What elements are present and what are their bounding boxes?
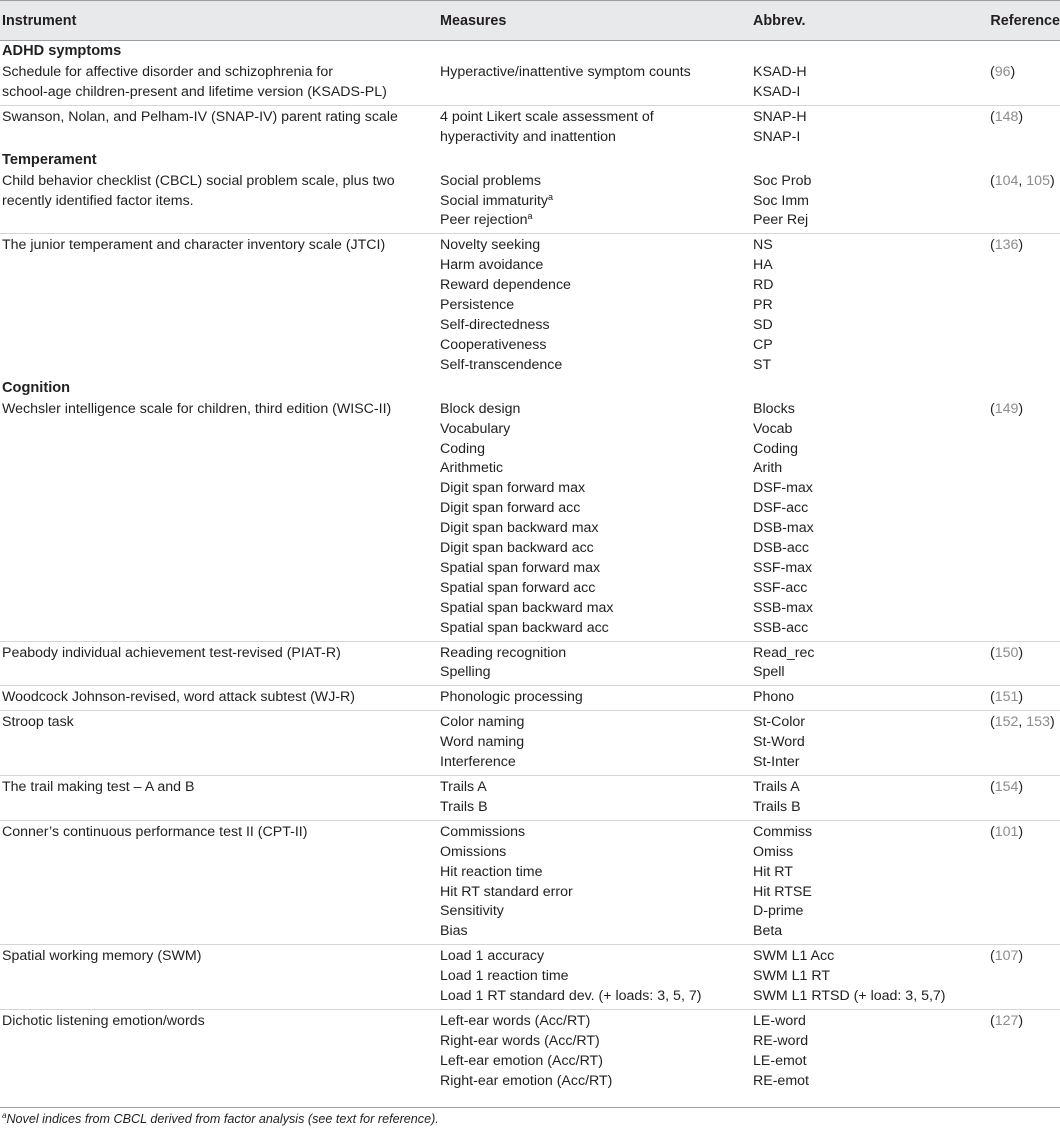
header-measures: Measures: [438, 1, 751, 41]
measure-line: [440, 599, 751, 619]
measure-line: [440, 1072, 751, 1092]
measure-line: [440, 559, 751, 579]
abbrev-cell: [751, 711, 988, 776]
measure-line: [440, 400, 751, 420]
abbrev-line: Spell: [753, 664, 785, 681]
reference-number: 107: [994, 948, 1019, 965]
instrument-line: The trail making test – A and B: [2, 779, 195, 795]
measure-text: Bias: [440, 923, 468, 940]
instrument-line: Spatial working memory (SWM): [2, 948, 202, 965]
abbrev-line: Soc Imm: [753, 192, 809, 209]
measure-line: [440, 1052, 751, 1072]
abbrev-cell: [751, 61, 988, 105]
measure-line: [440, 863, 751, 883]
measure-line: [440, 619, 751, 639]
measure-text: Omissions: [440, 843, 507, 860]
abbrev-line: Trails A: [753, 779, 800, 795]
instrument-cell: [0, 234, 438, 378]
instrument-cell: [0, 641, 438, 686]
measure-line: [440, 296, 751, 316]
reference-number: 96: [994, 64, 1011, 80]
measure-text: Reading recognition: [440, 644, 567, 661]
abbrev-line: St-Word: [753, 734, 805, 751]
section-title: ADHD symptoms: [2, 43, 122, 59]
abbrev-line: LE-word: [753, 1012, 806, 1029]
measures-cell: [438, 1009, 751, 1093]
measures-cell: [438, 105, 751, 149]
instrument-cell: [0, 711, 438, 776]
measure-text: Spelling: [440, 664, 491, 681]
measure-line: [440, 1012, 751, 1032]
measure-line: [440, 336, 751, 356]
reference-number: 151: [994, 689, 1019, 706]
measure-line: [440, 128, 751, 148]
abbrev-line: Commiss: [753, 823, 813, 840]
reference-number: 154: [994, 779, 1019, 795]
abbrev-cell: [751, 776, 988, 821]
abbrev-line: Coding: [753, 440, 798, 457]
measure-text: Trails A: [440, 779, 487, 795]
table-row: [0, 234, 1060, 378]
measure-text: hyperactivity and inattention: [440, 128, 616, 145]
table-header-row: [0, 1, 1060, 41]
measure-line: [440, 902, 751, 922]
abbrev-line: Arith: [753, 460, 783, 477]
abbrev-line: D-prime: [753, 903, 804, 920]
abbrev-cell: [751, 686, 988, 711]
measure-line: [440, 644, 751, 664]
instrument-line: Dichotic listening emotion/words: [2, 1012, 205, 1029]
measure-line: [440, 967, 751, 987]
measure-text: Right-ear emotion (Acc/RT): [440, 1072, 613, 1089]
measure-text: Digit span forward acc: [440, 500, 581, 517]
reference-number: 153: [1026, 714, 1050, 731]
abbrev-line: Hit RTSE: [753, 883, 812, 900]
reference-number: 149: [994, 400, 1019, 417]
measure-line: [440, 843, 751, 863]
reference-number: 136: [994, 237, 1019, 254]
measure-line: [440, 922, 751, 942]
measure-text: Cooperativeness: [440, 336, 547, 353]
abbrev-cell: [751, 945, 988, 1010]
reference-number: 127: [994, 1012, 1019, 1029]
measure-footnote-marker: a: [527, 211, 533, 222]
measure-text: Peer rejection: [440, 212, 528, 229]
measures-cell: [438, 945, 751, 1010]
measure-text: Right-ear words (Acc/RT): [440, 1032, 600, 1049]
section-row: [0, 150, 1060, 170]
abbrev-line: DSF-acc: [753, 500, 809, 517]
reference-cell: (127): [990, 1012, 1024, 1029]
instrument-cell: [0, 776, 438, 821]
instrument-line: Wechsler intelligence scale for children, third edition (WISC-II): [2, 400, 392, 417]
abbrev-line: Vocab: [753, 420, 793, 437]
abbrev-line: Beta: [753, 923, 783, 940]
footnote: [2, 1112, 439, 1126]
instrument-cell: [0, 105, 438, 149]
measure-line: [440, 798, 751, 818]
measure-text: Trails B: [440, 798, 488, 815]
reference-cell: (148): [990, 108, 1024, 125]
measure-line: [440, 778, 751, 798]
abbrev-line: Phono: [753, 689, 795, 706]
measure-line: [440, 236, 751, 256]
abbrev-cell: [751, 234, 988, 378]
measure-text: Phonologic processing: [440, 689, 583, 706]
measure-line: [440, 459, 751, 479]
abbrev-line: SNAP-I: [753, 128, 801, 145]
section-title: Cognition: [2, 379, 71, 396]
reference-cell: (104, 105): [988, 170, 1060, 234]
abbrev-line: St-Inter: [753, 754, 800, 771]
measure-text: Sensitivity: [440, 903, 504, 920]
reference-cell: (150): [988, 641, 1060, 686]
reference-cell: (154): [988, 776, 1060, 821]
footnote-marker: a: [2, 1111, 7, 1120]
measure-line: [440, 663, 751, 683]
section-title: Temperament: [2, 151, 97, 168]
abbrev-line: SSB-max: [753, 599, 813, 616]
measure-text: Coding: [440, 440, 485, 457]
measure-line: [440, 823, 751, 843]
abbrev-cell: [751, 398, 988, 641]
instrument-cell: [0, 398, 438, 641]
section-row: [0, 378, 1060, 398]
abbrev-cell: [751, 820, 988, 944]
abbrev-line: Blocks: [753, 400, 795, 417]
abbrev-line: RE-word: [753, 1032, 809, 1049]
abbrev-line: SNAP-H: [753, 108, 807, 125]
measure-line: [440, 499, 751, 519]
abbrev-line: Omiss: [753, 843, 794, 860]
abbrev-line: KSAD-I: [753, 83, 801, 100]
measure-footnote-marker: a: [548, 191, 554, 202]
abbrev-line: LE-emot: [753, 1052, 807, 1069]
measure-text: Spatial span backward max: [440, 599, 614, 616]
abbrev-line: St-Color: [753, 714, 806, 731]
measure-text: Block design: [440, 400, 521, 417]
measure-line: [440, 539, 751, 559]
reference-number: 148: [994, 108, 1019, 125]
measures-cell: [438, 641, 751, 686]
instrument-cell: [0, 1009, 438, 1093]
abbrev-cell: [751, 1009, 988, 1093]
measure-line: [440, 987, 751, 1007]
abbrev-line: SWM L1 Acc: [753, 948, 835, 965]
instrument-cell: [0, 61, 438, 105]
reference-number: 101: [994, 823, 1019, 840]
measure-line: [440, 63, 751, 83]
measure-text: Self-directedness: [440, 316, 550, 333]
instrument-line: recently identified factor items.: [2, 192, 194, 209]
instrument-line: Stroop task: [2, 714, 74, 731]
abbrev-cell: [751, 170, 988, 234]
measure-text: Commissions: [440, 823, 526, 840]
instrument-cell: [0, 686, 438, 711]
abbrev-line: SD: [753, 316, 773, 333]
measure-line: [440, 688, 751, 708]
measure-text: Spatial span forward acc: [440, 579, 596, 596]
reference-number: 150: [994, 644, 1019, 661]
measure-text: Novelty seeking: [440, 237, 541, 254]
measure-line: [440, 420, 751, 440]
table-row: [0, 641, 1060, 686]
measure-text: Digit span backward acc: [440, 540, 594, 557]
abbrev-line: Trails B: [753, 798, 801, 815]
abbrev-line: RD: [753, 277, 774, 294]
reference-cell: (149): [988, 398, 1060, 641]
abbrev-line: SSB-acc: [753, 619, 809, 636]
abbrev-line: HA: [753, 257, 773, 274]
table-row: [0, 398, 1060, 641]
reference-number: 104: [994, 172, 1019, 189]
measure-text: Vocabulary: [440, 420, 511, 437]
table-row: [0, 686, 1060, 711]
abbrev-line: SSF-acc: [753, 579, 808, 596]
instrument-cell: [0, 945, 438, 1010]
measure-text: Spatial span forward max: [440, 559, 601, 576]
abbrev-line: Peer Rej: [753, 212, 809, 229]
reference-cell: (152, 153): [988, 711, 1060, 776]
measure-line: [440, 256, 751, 276]
reference-number: 105: [1026, 172, 1050, 189]
measure-text: Social immaturity: [440, 192, 549, 209]
instrument-line: Peabody individual achievement test-revised (PIAT-R): [2, 644, 341, 661]
measures-cell: [438, 820, 751, 944]
table-row: [0, 105, 1060, 149]
measure-line: [440, 947, 751, 967]
measure-line: [440, 356, 751, 376]
abbrev-line: SSF-max: [753, 559, 813, 576]
measure-line: [440, 713, 751, 733]
measure-line: [440, 579, 751, 599]
measure-line: [440, 519, 751, 539]
measure-line: [440, 440, 751, 460]
abbrev-line: KSAD-H: [753, 64, 807, 80]
measures-cell: [438, 686, 751, 711]
measure-text: Digit span backward max: [440, 520, 599, 537]
table-row: [0, 820, 1060, 944]
measure-text: Interference: [440, 754, 516, 771]
abbrev-line: Soc Prob: [753, 172, 812, 189]
instrument-line: Swanson, Nolan, and Pelham-IV (SNAP-IV) parent rating scale: [2, 108, 398, 125]
measure-text: Load 1 reaction time: [440, 968, 569, 985]
measure-text: Self-transcendence: [440, 356, 563, 373]
instrument-line: The junior temperament and character inventory scale (JTCI): [2, 237, 386, 254]
instrument-line: Schedule for affective disorder and schizophrenia for: [2, 64, 333, 80]
measures-cell: [438, 234, 751, 378]
measure-text: Hyperactive/inattentive symptom counts: [440, 64, 691, 80]
header-abbrev: Abbrev.: [751, 1, 988, 41]
abbrev-line: RE-emot: [753, 1072, 809, 1089]
measure-text: Word naming: [440, 734, 525, 751]
section-row: [0, 41, 1060, 62]
table-row: [0, 1009, 1060, 1093]
abbrev-line: SWM L1 RTSD (+ load: 3, 5,7): [753, 988, 946, 1005]
table-row: [0, 711, 1060, 776]
measure-text: Left-ear words (Acc/RT): [440, 1012, 591, 1029]
footnote-text: Novel indices from CBCL derived from factor analysis (see text for reference).: [6, 1112, 439, 1126]
measure-text: Persistence: [440, 297, 515, 314]
measure-text: Arithmetic: [440, 460, 504, 477]
measure-line: [440, 211, 751, 231]
measure-line: [440, 1032, 751, 1052]
reference-cell: (101): [988, 820, 1060, 944]
measure-text: Digit span forward max: [440, 480, 586, 497]
measure-line: [440, 276, 751, 296]
measures-cell: [438, 398, 751, 641]
measure-text: Harm avoidance: [440, 257, 544, 274]
measure-text: Spatial span backward acc: [440, 619, 609, 636]
table-body: [0, 41, 1060, 1094]
abbrev-line: Hit RT: [753, 863, 793, 880]
measure-line: [440, 316, 751, 336]
measure-line: [440, 883, 751, 903]
measure-line: [440, 172, 751, 192]
abbrev-line: DSB-acc: [753, 540, 809, 557]
reference-cell: (107): [988, 945, 1060, 1010]
instrument-cell: [0, 170, 438, 234]
measure-text: Left-ear emotion (Acc/RT): [440, 1052, 603, 1069]
measure-line: [440, 753, 751, 773]
measure-text: Reward dependence: [440, 277, 571, 294]
instrument-line: school-age children-present and lifetime version (KSADS-PL): [2, 83, 387, 100]
measure-text: Load 1 RT standard dev. (+ loads: 3, 5, 7): [440, 988, 702, 1005]
measures-cell: [438, 170, 751, 234]
abbrev-line: NS: [753, 237, 773, 254]
measure-text: Color naming: [440, 714, 525, 731]
table-row: [0, 945, 1060, 1010]
table-row: [0, 170, 1060, 234]
abbrev-line: Read_rec: [753, 644, 815, 661]
instrument-line: Conner’s continuous performance test II (CPT-II): [2, 823, 308, 840]
table-row: [0, 776, 1060, 821]
instrument-line: Woodcock Johnson-revised, word attack subtest (WJ-R): [2, 689, 355, 706]
abbrev-line: ST: [753, 356, 772, 373]
abbrev-line: DSB-max: [753, 520, 814, 537]
measure-line: [440, 733, 751, 753]
footer-rule: [0, 1107, 1060, 1108]
measure-text: 4 point Likert scale assessment of: [440, 108, 654, 125]
abbrev-line: CP: [753, 336, 773, 353]
abbrev-cell: [751, 105, 988, 149]
measure-text: Hit reaction time: [440, 863, 543, 880]
reference-number: 152: [994, 714, 1019, 731]
measure-line: [440, 192, 751, 212]
measures-cell: [438, 776, 751, 821]
table-row: [0, 61, 1060, 105]
measure-text: Load 1 accuracy: [440, 948, 545, 965]
reference-cell: (136): [990, 237, 1024, 254]
abbrev-line: SWM L1 RT: [753, 968, 830, 985]
header-reference: Reference: [988, 1, 1060, 41]
abbrev-cell: [751, 641, 988, 686]
measure-line: [440, 479, 751, 499]
header-instrument: Instrument: [0, 1, 438, 41]
instrument-cell: [0, 820, 438, 944]
instrument-line: Child behavior checklist (CBCL) social problem scale, plus two: [2, 172, 395, 189]
measure-text: Social problems: [440, 172, 541, 189]
abbrev-line: DSF-max: [753, 480, 813, 497]
measure-text: Hit RT standard error: [440, 883, 573, 900]
measures-cell: [438, 711, 751, 776]
measure-line: [440, 108, 751, 128]
reference-cell: (96): [988, 61, 1060, 105]
abbrev-line: PR: [753, 297, 773, 314]
reference-cell: (151): [988, 686, 1060, 711]
measures-cell: [438, 61, 751, 105]
